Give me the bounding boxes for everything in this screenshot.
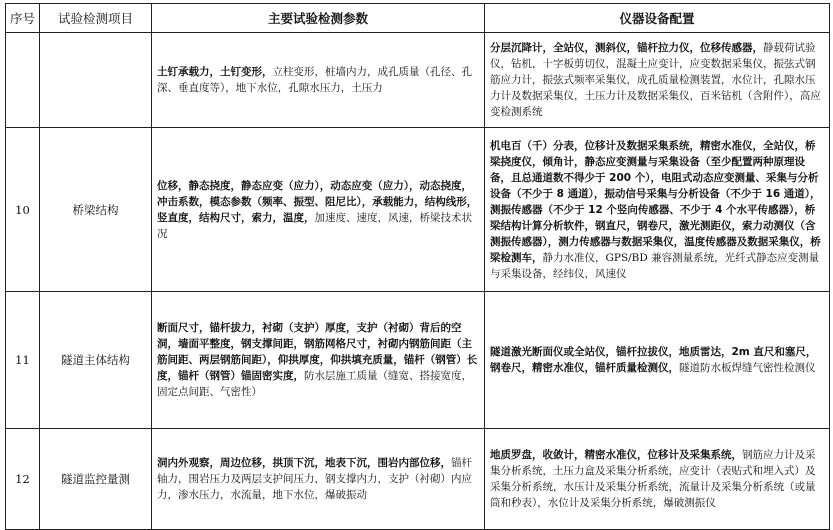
row-no: 10 — [6, 128, 40, 292]
row-item: 桥梁结构 — [40, 128, 152, 292]
row-item: 隧道监控量测 — [40, 429, 152, 530]
header-item: 试验检测项目 — [40, 4, 152, 33]
table-container — [5, 3, 829, 530]
row-equipment — [485, 33, 830, 128]
row-equipment — [485, 292, 830, 429]
row-item: 隧道主体结构 — [40, 292, 152, 429]
equipment-other-text: 静载荷试验仪，钻机，十字板剪切仪，混凝土应变计，应变数据采集仪，振弦式钢筋应力计，振弦式频率采集仪，成孔质量检测装置，水位计，孔隙水压力计及数据采集仪，土压力计及数据采集仪，百米钻机（含附件），高应变检测系统 — [490, 42, 821, 118]
row-no: 12 — [6, 429, 40, 530]
params-key-text: 位移，静态挠度，静态应变（应力），动态应变（应力），动态挠度，冲击系数，模态参数（频率、振型、阻尼比），承载能力，结构线形，竖直度，结构尺寸，索力，温度， — [157, 179, 478, 224]
params-key-text: 断面尺寸，锚杆拔力，衬砌（支护）厚度，支护（衬砌）背后的空洞，墙面平整度，钢支撑间距，钢筋网格尺寸，衬砌内钢筋间距（主筋间距、两层钢筋间距），仰拱厚度，仰拱填充质量，锚杆（钢管）长度，锚杆（钢管）锚固密实度， — [157, 322, 478, 382]
table-row — [6, 292, 830, 429]
row-params — [152, 128, 485, 292]
equipment-key-text: 地质罗盘，收敛计，精密水准仪，位移计及采集系统， — [490, 449, 742, 461]
params-other-text: 锚杆轴力，围岩压力及两层支护间压力，钢支撑内力，支护（衬砌）内应力，渗水压力，水流量，地下水位，爆破振动 — [157, 457, 472, 501]
row-no — [6, 33, 40, 128]
row-item — [40, 33, 152, 128]
row-no: 11 — [6, 292, 40, 429]
table-row — [6, 429, 830, 530]
equipment-key-text: 隧道激光断面仪或全站仪，锚杆拉拔仪，地质雷达，2m 直尺和塞尺，钢卷尺，精密水准仪，锚杆质量检测仪， — [490, 346, 817, 374]
params-key-text: 洞内外观察，周边位移，拱顶下沉，地表下沉，围岩内部位移， — [157, 457, 451, 469]
header-equipment: 仪器设备配置 — [485, 4, 830, 33]
row-equipment — [485, 128, 830, 292]
header-params: 主要试验检测参数 — [152, 4, 485, 33]
row-equipment — [485, 429, 830, 530]
params-key-text: 土钉承载力，土钉变形， — [157, 66, 273, 78]
table-row — [6, 33, 830, 128]
params-other-text: 防水层施工质量（缝宽、搭接宽度，固定点间距、气密性） — [157, 370, 472, 398]
row-params — [152, 429, 485, 530]
equipment-other-text: 钢筋应力计及采集分析系统，土压力盒及采集分析系统，应变计（表贴式和埋入式）及采集分析系统，水压计及采集分析系统，流量计及采集分析系统（或量筒和秒表），水位计及采集分析系统，爆破测振仪 — [490, 449, 816, 509]
table-row — [6, 128, 830, 292]
row-params — [152, 292, 485, 429]
table-header-row — [6, 4, 830, 33]
equipment-other-text: 静力水准仪，GPS/BD 兼容测量系统，光纤式静态应变测量与采集设备，经纬仪，风速仪 — [490, 251, 820, 280]
equipment-other-text: 隧道防水板焊缝气密性检测仪 — [679, 362, 816, 374]
equipment-key-text: 机电百（千）分表，位移计及数据采集系统，精密水准仪，全站仪，桥梁挠度仪，倾角计，静态应变测量与采集设备（至少配置两种原理设备，且总通道数不得少于 200 个），电阻式动态应变测量、采集与分析设备（不少于 8 通道），振动信号采集与分析设备（不少于 16 通道），测振传感器（不少于 12 个竖向传感器、不少于 4 个水平传感器），桥梁结构计算分析软件，钢直尺，钢卷尺，激光测距仪，索力动测仪（含测振传感器），测力传感器与数据采集仪，温度传感器及数据采集仪，桥梁检测车， — [490, 139, 821, 264]
header-no: 序号 — [6, 4, 40, 33]
test-parameters-table — [5, 3, 830, 530]
params-other-text: 加速度、速度，风速，桥梁技术状况 — [157, 211, 472, 240]
equipment-key-text: 分层沉降计，全站仪，测斜仪，锚杆拉力仪，位移传感器， — [490, 42, 763, 54]
params-other-text: 立柱变形，桩墙内力，成孔质量（孔径、孔深、垂直度等），地下水位，孔隙水压力，土压力 — [157, 66, 472, 94]
row-params — [152, 33, 485, 128]
